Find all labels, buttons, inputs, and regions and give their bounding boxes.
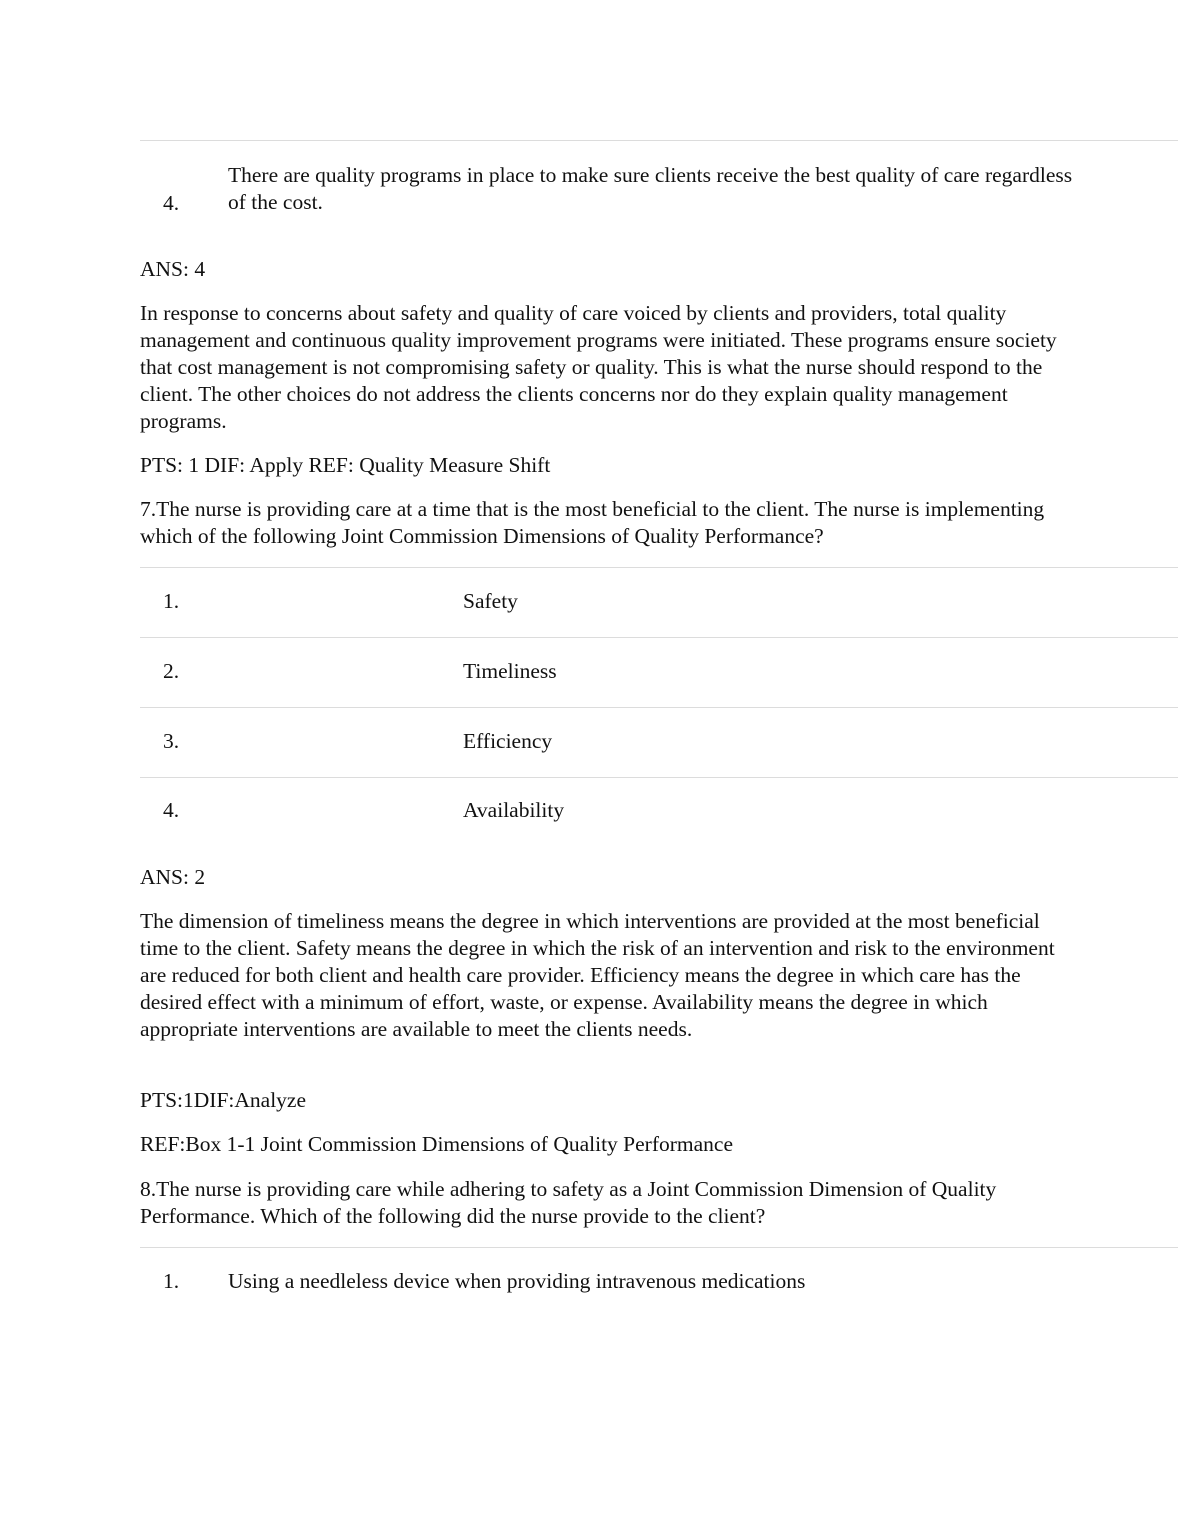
q6-meta: PTS: 1 DIF: Apply REF: Quality Measure Shift <box>140 453 551 477</box>
q7-option-text: Safety <box>463 589 518 613</box>
q7-option-text: Efficiency <box>463 729 553 753</box>
q8-divider-0 <box>140 1247 1178 1248</box>
q6-answer: ANS: 4 <box>140 257 206 281</box>
q7-option-number: 3. <box>163 729 180 753</box>
q6-rationale: In response to concerns about safety and quality of care voiced by clients and providers, total quality management and continuous quality improvement programs were initiated. These programs ensure society that cost management is not compromising safety or quality. This is what the nurse should respond to the client. The other choices do not address the clients concerns nor do they explain quality management programs. <box>140 301 1057 433</box>
q7-rationale: The dimension of timeliness means the degree in which interventions are provided at the most beneficial time to the client. Safety means the degree in which the risk of an intervention and risk to the environment are reduced for both client and health care provider. Efficiency means the degree in which care has the desired effect with a minimum of effort, waste, or expense. Availability means the degree in which appropriate interventions are available to meet the clients needs. <box>140 909 1055 1041</box>
q7-divider-0 <box>140 567 1178 568</box>
q7-divider-1 <box>140 637 1178 638</box>
q7-answer: ANS: 2 <box>140 865 206 889</box>
q7-stem: 7.The nurse is providing care at a time that is the most beneficial to the client. The nurse is implementing which of the following Joint Commission Dimensions of Quality Performance? <box>140 497 1045 548</box>
q6-option-text-line1: There are quality programs in place to make sure clients receive the best quality of care regardless <box>228 163 1073 187</box>
q7-divider-3 <box>140 777 1178 778</box>
q7-divider-2 <box>140 707 1178 708</box>
q6-option-text-line2: of the cost. <box>228 190 323 214</box>
q7-option-number: 2. <box>163 659 180 683</box>
q7-meta-ref: REF:Box 1-1 Joint Commission Dimensions of Quality Performance <box>140 1132 734 1156</box>
q7-option-text: Timeliness <box>463 659 557 683</box>
q8-option-text: Using a needleless device when providing intravenous medications <box>228 1269 806 1293</box>
q7-meta-pts: PTS:1DIF:Analyze <box>140 1088 307 1112</box>
q7-option-number: 1. <box>163 589 180 613</box>
q8-option-number: 1. <box>163 1269 180 1293</box>
q8-stem: 8.The nurse is providing care while adhering to safety as a Joint Commission Dimension of Quality Performance. Which of the following did the nurse provide to the client? <box>140 1177 997 1228</box>
q7-option-number: 4. <box>163 798 180 822</box>
q6-option-number: 4. <box>163 191 180 215</box>
q7-option-text: Availability <box>463 798 565 822</box>
divider-top <box>140 140 1178 141</box>
